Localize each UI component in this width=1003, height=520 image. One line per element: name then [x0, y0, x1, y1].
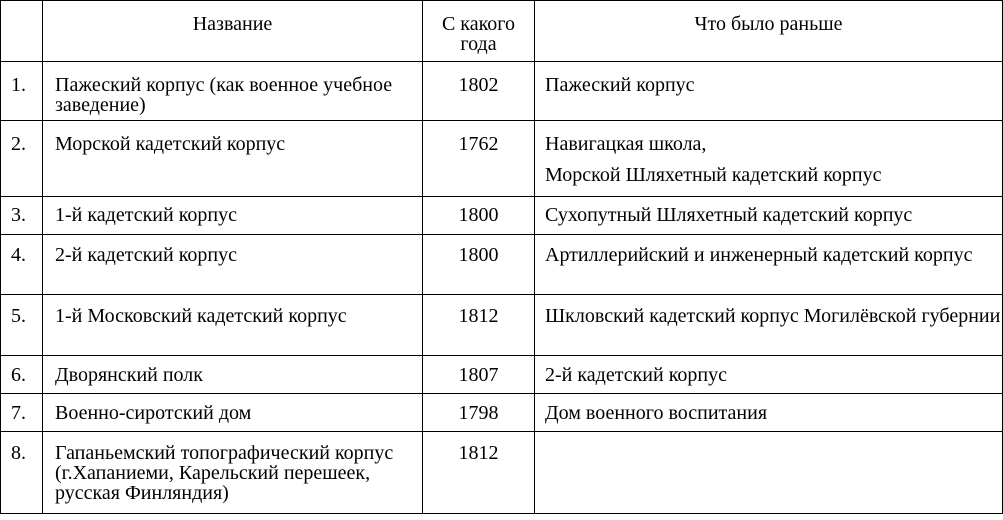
row-previous: 2-й кадетский корпус — [535, 356, 1003, 394]
row-name: 2-й кадетский корпус — [43, 235, 423, 295]
row-num: 5. — [1, 295, 43, 356]
row-previous: Шкловский кадетский корпус Могилёвской губернии — [535, 295, 1003, 356]
row-name: Гапаньемский топографический корпус (г.Хапаниеми, Карельский перешеек, русская Финляндия) — [43, 432, 423, 514]
row-year: 1812 — [423, 432, 535, 514]
row-previous: Артиллерийский и инженерный кадетский корпус — [535, 235, 1003, 295]
row-year: 1812 — [423, 295, 535, 356]
row-num: 6. — [1, 356, 43, 394]
row-name: Военно-сиротский дом — [43, 394, 423, 432]
row-year: 1800 — [423, 197, 535, 235]
row-num: 4. — [1, 235, 43, 295]
header-year-line2: года — [460, 33, 497, 55]
row-year: 1807 — [423, 356, 535, 394]
row-num: 7. — [1, 394, 43, 432]
header-year — [423, 1, 535, 62]
row-name: 1-й кадетский корпус — [43, 197, 423, 235]
row-num: 8. — [1, 432, 43, 514]
row-previous: Дом военного воспитания — [535, 394, 1003, 432]
row-previous-line1: Навигацкая школа, — [545, 133, 707, 155]
row-previous: Пажеский корпус — [535, 62, 1003, 121]
table-row — [1, 121, 1003, 197]
row-name: 1-й Московский кадетский корпус — [43, 295, 423, 356]
table-row — [1, 432, 1003, 514]
row-previous — [535, 121, 1003, 197]
table-row — [1, 62, 1003, 121]
row-num: 1. — [1, 62, 43, 121]
header-name: Название — [43, 1, 423, 62]
row-previous: Сухопутный Шляхетный кадетский корпус — [535, 197, 1003, 235]
row-year: 1798 — [423, 394, 535, 432]
row-year: 1762 — [423, 121, 535, 197]
table-row — [1, 295, 1003, 356]
header-previous: Что было раньше — [535, 1, 1003, 62]
row-previous — [535, 432, 1003, 514]
row-num: 3. — [1, 197, 43, 235]
table-row — [1, 356, 1003, 394]
row-num: 2. — [1, 121, 43, 197]
row-previous-line2: Морской Шляхетный кадетский корпус — [545, 164, 882, 186]
table-row — [1, 197, 1003, 235]
header-num — [1, 1, 43, 62]
row-year: 1802 — [423, 62, 535, 121]
header-row — [1, 1, 1003, 62]
row-name: Пажеский корпус (как военное учебное заведение) — [43, 62, 423, 121]
row-year: 1800 — [423, 235, 535, 295]
table-row — [1, 394, 1003, 432]
row-name: Морской кадетский корпус — [43, 121, 423, 197]
table-row — [1, 235, 1003, 295]
header-year-line1: С какого — [441, 13, 516, 35]
row-name: Дворянский полк — [43, 356, 423, 394]
